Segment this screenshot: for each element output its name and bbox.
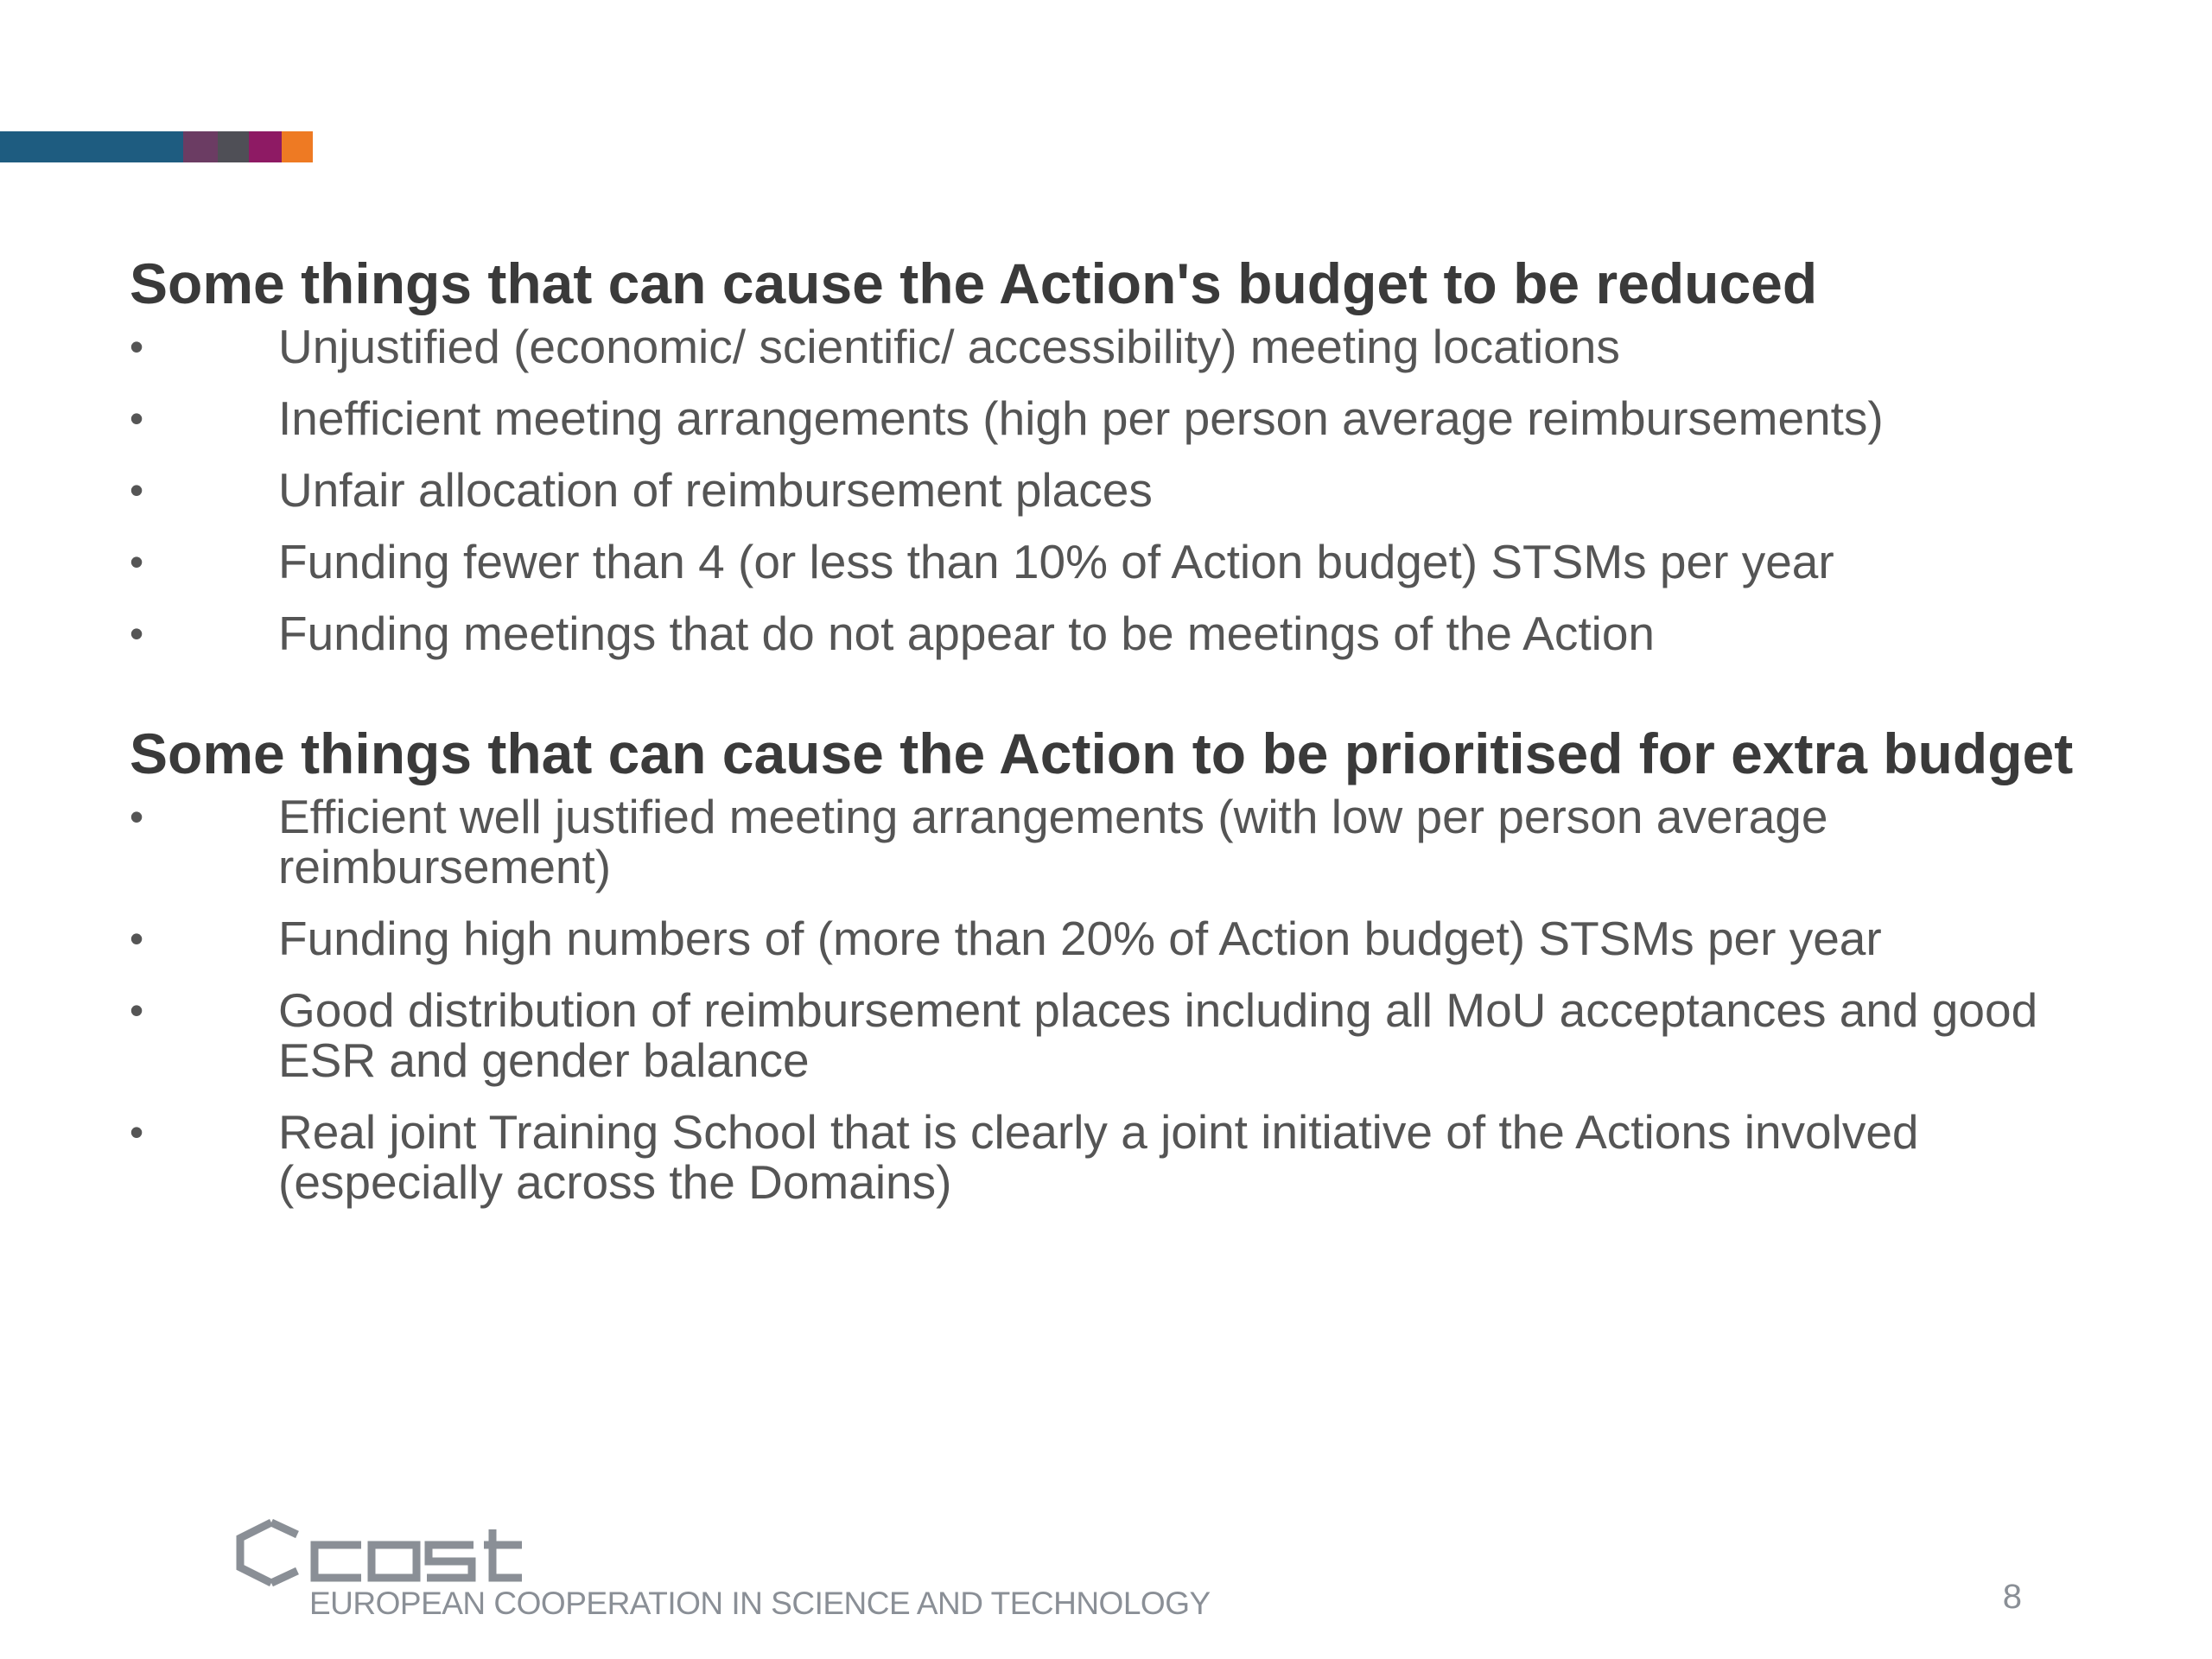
bullet-list bbox=[130, 791, 2117, 1207]
bullet-text: Inefficient meeting arrangements (high per person average reimbursements) bbox=[278, 391, 1884, 445]
list-item bbox=[130, 321, 2117, 372]
bullet-marker: • bbox=[130, 396, 144, 441]
bullet-marker: • bbox=[130, 1109, 144, 1154]
color-bar bbox=[0, 131, 313, 162]
bullet-text: Funding fewer than 4 (or less than 10% of Action budget) STSMs per year bbox=[278, 535, 1834, 588]
slide-content bbox=[130, 251, 2117, 1229]
list-item bbox=[130, 393, 2117, 443]
cost-logo-mark bbox=[232, 1519, 525, 1588]
cost-logo-subtitle: EUROPEAN COOPERATION IN SCIENCE AND TECHNOLOGY bbox=[309, 1586, 1211, 1621]
bullet-marker: • bbox=[130, 988, 144, 1033]
list-item bbox=[130, 537, 2117, 587]
bullet-text: Real joint Training School that is clearly a joint initiative of the Actions involved (especially across the Domains) bbox=[278, 1105, 1919, 1209]
color-bar-segment bbox=[218, 131, 249, 162]
page-number: 8 bbox=[2002, 1578, 2022, 1616]
color-bar-segment bbox=[0, 131, 183, 162]
bullet-text: Funding meetings that do not appear to be meetings of the Action bbox=[278, 607, 1656, 660]
bullet-list bbox=[130, 321, 2117, 658]
section-budget-reduced bbox=[130, 251, 2117, 658]
bullet-text: Good distribution of reimbursement places including all MoU acceptances and good ESR and gender balance bbox=[278, 983, 2038, 1087]
list-item bbox=[130, 1107, 2117, 1207]
bullet-text: Efficient well justified meeting arrangements (with low per person average reimbursement) bbox=[278, 790, 1828, 893]
section-heading: Some things that can cause the Action to be prioritised for extra budget bbox=[130, 721, 2074, 785]
list-item bbox=[130, 465, 2117, 515]
section-heading: Some things that can cause the Action's budget to be reduced bbox=[130, 251, 1818, 315]
bullet-marker: • bbox=[130, 324, 144, 369]
bullet-marker: • bbox=[130, 916, 144, 961]
list-item bbox=[130, 608, 2117, 658]
list-item bbox=[130, 791, 2117, 892]
cost-logo bbox=[232, 1519, 1211, 1623]
bullet-text: Funding high numbers of (more than 20% of Action budget) STSMs per year bbox=[278, 912, 1882, 965]
list-item bbox=[130, 985, 2117, 1085]
color-bar-segment bbox=[183, 131, 218, 162]
color-bar-segment bbox=[282, 131, 313, 162]
bullet-text: Unfair allocation of reimbursement places bbox=[278, 463, 1153, 517]
color-bar-segment bbox=[249, 131, 282, 162]
bullet-text: Unjustified (economic/ scientific/ accessibility) meeting locations bbox=[278, 320, 1620, 373]
bullet-marker: • bbox=[130, 539, 144, 584]
section-extra-budget bbox=[130, 721, 2117, 1207]
bullet-marker: • bbox=[130, 794, 144, 839]
list-item bbox=[130, 913, 2117, 963]
bullet-marker: • bbox=[130, 611, 144, 656]
bullet-marker: • bbox=[130, 467, 144, 512]
